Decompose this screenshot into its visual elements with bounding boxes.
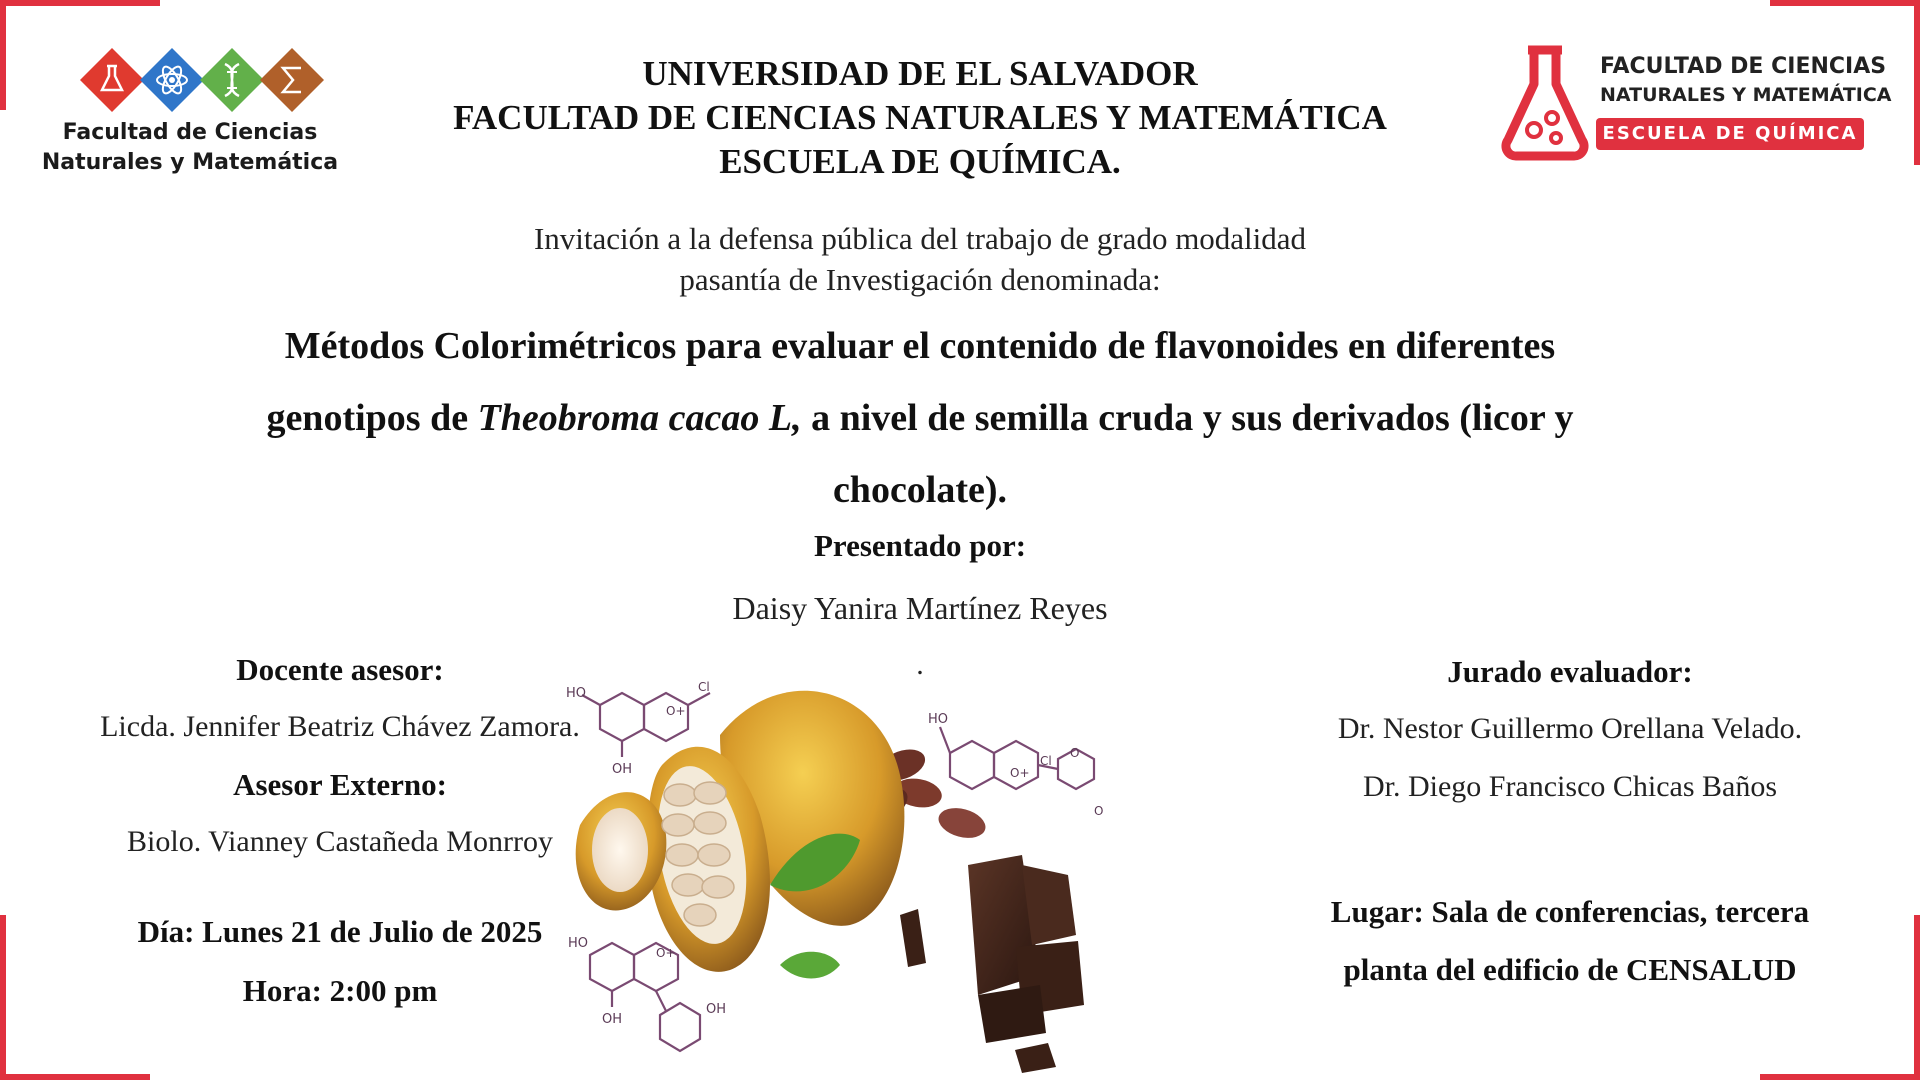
school-logo-badge: ESCUELA DE QUÍMICA: [1596, 118, 1864, 150]
jury-member-1: Dr. Nestor Guillermo Orellana Velado.: [1337, 712, 1803, 745]
invitation-line2: pasantía de Investigación denominada:: [679, 262, 1161, 297]
molecule-label-cl: Cl: [698, 680, 710, 694]
sigma-icon: [260, 48, 324, 112]
thesis-title-line3: chocolate).: [832, 469, 1008, 511]
docente-asesor-label: Docente asesor:: [236, 652, 444, 687]
molecule-label-ho: HO: [566, 686, 587, 701]
thesis-title-line2: [180, 382, 1660, 454]
venue-line1: Lugar: Sala de conferencias, tercera: [1330, 894, 1810, 929]
molecule-label-o-2: O: [1094, 804, 1104, 818]
molecule-label-o-plus: O+: [666, 704, 686, 718]
corner-bottom-right-v: [1914, 915, 1920, 1080]
corner-top-right-v: [1914, 0, 1920, 165]
venue-line2: planta del edificio de CENSALUD: [1343, 952, 1797, 987]
thesis-title-line2-post: a nivel de semilla cruda y sus derivados (licor y: [801, 397, 1574, 439]
docente-asesor-name: Licda. Jennifer Beatriz Chávez Zamora.: [100, 710, 580, 743]
cacao-pod: [576, 691, 905, 972]
molecule-label-oh: OH: [612, 762, 633, 777]
stray-dot: .: [916, 648, 924, 681]
thesis-title-line2-pre: genotipos de: [266, 397, 478, 439]
corner-bottom-left-h: [0, 1074, 150, 1080]
faculty-logo-caption-line1: Facultad de Ciencias: [62, 120, 318, 145]
faculty-logo-caption: [30, 118, 350, 178]
molecule-label-oh-2: OH: [602, 1012, 623, 1027]
institution-header: [400, 52, 1440, 184]
dna-icon: [200, 48, 264, 112]
faculty-logo-diamonds: [82, 40, 322, 120]
school-logo-line1: FACULTAD DE CIENCIAS: [1600, 54, 1887, 79]
jury-label: Jurado evaluador:: [1447, 654, 1693, 689]
molecule-label-oh-3: OH: [706, 1002, 727, 1017]
jury-member-2: Dr. Diego Francisco Chicas Baños: [1362, 770, 1778, 803]
chemistry-flask-icon: [1500, 44, 1590, 162]
molecule-label-o-plus-2: O+: [1010, 766, 1030, 780]
species-name: Theobroma cacao L,: [477, 397, 802, 439]
thesis-title: [180, 310, 1660, 526]
atom-icon: [140, 48, 204, 112]
faculty-logo-caption-line2: Naturales y Matemática: [41, 150, 339, 175]
presenter-label: Presentado por:: [813, 528, 1027, 563]
asesor-externo-name: Biolo. Vianney Castañeda Monrroy: [127, 825, 553, 858]
event-time: Hora: 2:00 pm: [242, 973, 438, 1008]
school-name: ESCUELA DE QUÍMICA.: [719, 142, 1121, 181]
invitation-line1: Invitación a la defensa pública del trabajo de grado modalidad: [533, 221, 1307, 256]
school-logo-line2: NATURALES Y MATEMÁTICA: [1600, 84, 1892, 106]
corner-bottom-left-v: [0, 915, 6, 1080]
invitation-text: [380, 218, 1460, 300]
faculty-name: FACULTAD DE CIENCIAS NATURALES Y MATEMÁTICA: [453, 98, 1387, 137]
cacao-chocolate-illustration: [566, 665, 1270, 1080]
school-logo: [1500, 44, 1892, 164]
molecule-label-o-plus-3: O+: [656, 946, 676, 960]
flask-icon: [80, 48, 144, 112]
corner-bottom-right-h: [1760, 1074, 1920, 1080]
chocolate-pieces: [900, 855, 1084, 1073]
flavonoid-structure-bottom-left: [590, 943, 700, 1051]
faculty-logo: [30, 40, 350, 180]
corner-top-left-h: [0, 0, 160, 6]
corner-top-right-h: [1770, 0, 1920, 6]
university-name: UNIVERSIDAD DE EL SALVADOR: [642, 54, 1198, 93]
event-date: Día: Lunes 21 de Julio de 2025: [137, 914, 543, 949]
molecule-label-cl-2: Cl: [1040, 754, 1052, 768]
asesor-externo-label: Asesor Externo:: [233, 767, 447, 802]
molecule-label-o: O: [1070, 746, 1080, 760]
presenter-name: Daisy Yanira Martínez Reyes: [732, 590, 1108, 626]
molecule-label-ho-3: HO: [568, 936, 589, 951]
flavonoid-structure-top-left: [582, 693, 710, 757]
corner-top-left-v: [0, 0, 6, 110]
molecule-label-ho-2: HO: [928, 712, 949, 727]
thesis-title-line1: Métodos Colorimétricos para evaluar el contenido de flavonoides en diferentes: [284, 325, 1556, 367]
